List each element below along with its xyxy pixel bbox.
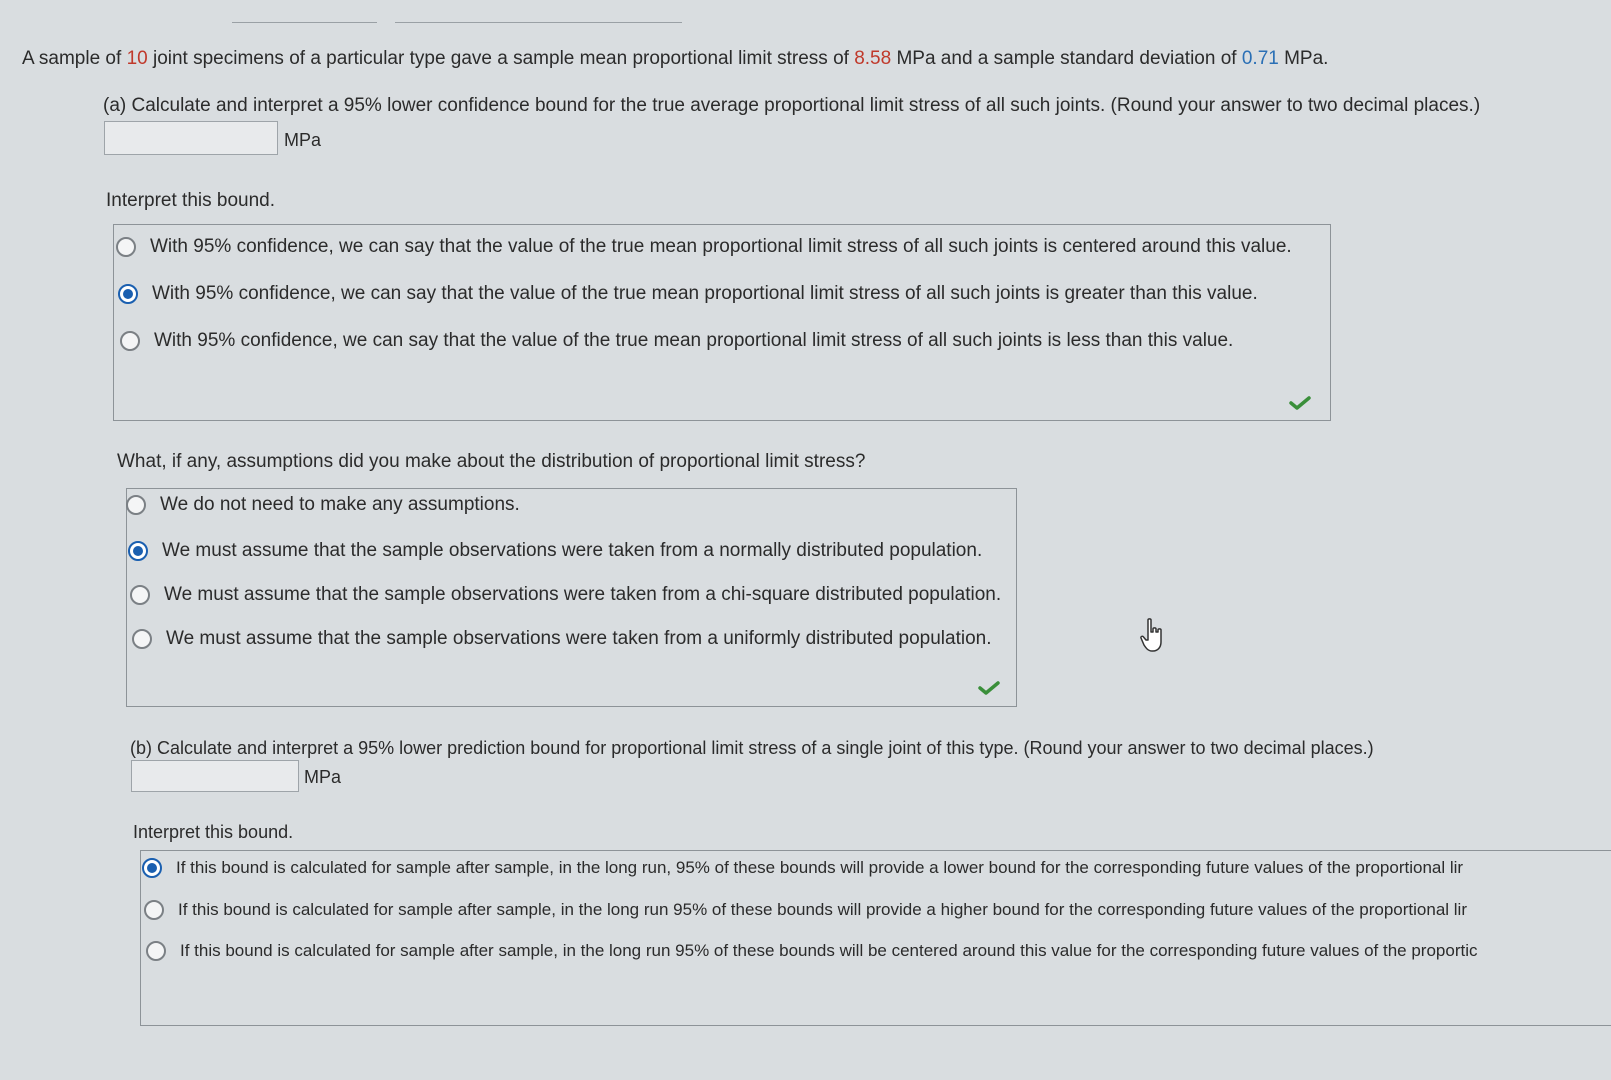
- radio-button-selected[interactable]: [128, 541, 148, 561]
- option-label: We must assume that the sample observations were taken from a chi-square distributed population.: [164, 584, 1002, 605]
- radio-button-selected[interactable]: [142, 858, 162, 878]
- pointer-cursor-icon: [1140, 618, 1164, 654]
- problem-statement: [22, 48, 1328, 70]
- part-b-answer-input[interactable]: [131, 760, 299, 792]
- radio-button[interactable]: [126, 495, 146, 515]
- radio-button[interactable]: [116, 237, 136, 257]
- option-label: We do not need to make any assumptions.: [160, 494, 520, 515]
- part-a-assumption-label: What, if any, assumptions did you make about the distribution of proportional limit stress?: [117, 451, 866, 472]
- part-a-unit: MPa: [284, 130, 322, 150]
- part-a-assumption-option-4[interactable]: [132, 628, 992, 650]
- part-a-assumption-option-2[interactable]: [128, 540, 982, 562]
- part-a-interpret-option-1[interactable]: [116, 236, 1292, 258]
- option-label: With 95% confidence, we can say that the value of the true mean proportional limit stress of all such joints is less than this value.: [154, 330, 1234, 351]
- part-a-question: (a) Calculate and interpret a 95% lower confidence bound for the true average proportional limit stress of all such joints. (Round your answer to two decimal places.): [103, 95, 1481, 116]
- option-label: If this bound is calculated for sample after sample, in the long run, 95% of these bounds will provide a lower bound for the corresponding future values of the proportional lir: [176, 858, 1464, 877]
- part-a-interpret-option-3[interactable]: [120, 330, 1233, 352]
- part-a-assumption-option-3[interactable]: [130, 584, 1001, 606]
- option-label: If this bound is calculated for sample after sample, in the long run 95% of these bounds will be centered around this value for the corresponding future values of the proportic: [180, 941, 1478, 960]
- part-b-interpret-option-1[interactable]: [142, 858, 1463, 878]
- part-b-interpret-option-2[interactable]: [144, 900, 1467, 920]
- radio-button[interactable]: [120, 331, 140, 351]
- sample-sd: 0.71: [1241, 48, 1279, 69]
- radio-button[interactable]: [146, 941, 166, 961]
- radio-button[interactable]: [132, 629, 152, 649]
- option-label: With 95% confidence, we can say that the value of the true mean proportional limit stress of all such joints is greater than this value.: [152, 283, 1258, 304]
- radio-button-selected[interactable]: [118, 284, 138, 304]
- sample-size: 10: [126, 48, 148, 69]
- checkmark-icon: [978, 681, 1000, 695]
- radio-button[interactable]: [130, 585, 150, 605]
- checkmark-icon: [1289, 396, 1311, 410]
- part-a-interpret-label: Interpret this bound.: [106, 190, 275, 211]
- problem-mid2: MPa and a sample standard deviation of: [891, 48, 1242, 69]
- top-divider-right: [395, 22, 682, 23]
- part-a-answer-input[interactable]: [104, 121, 278, 155]
- problem-suffix: MPa.: [1278, 48, 1329, 69]
- radio-button[interactable]: [144, 900, 164, 920]
- option-label: If this bound is calculated for sample after sample, in the long run 95% of these bounds will provide a higher bound for the corresponding future values of the proportional lir: [178, 900, 1467, 919]
- part-a-assumption-option-1[interactable]: [126, 494, 520, 516]
- top-divider-left: [232, 22, 377, 23]
- part-b-unit: MPa: [304, 767, 342, 787]
- option-label: We must assume that the sample observations were taken from a uniformly distributed population.: [166, 628, 992, 649]
- part-b-interpret-label: Interpret this bound.: [133, 822, 294, 842]
- option-label: We must assume that the sample observations were taken from a normally distributed population.: [162, 540, 983, 561]
- problem-mid1: joint specimens of a particular type gave a sample mean proportional limit stress of: [147, 48, 855, 69]
- option-label: With 95% confidence, we can say that the value of the true mean proportional limit stress of all such joints is centered around this value.: [150, 236, 1292, 257]
- part-a-interpret-option-2[interactable]: [118, 283, 1258, 305]
- problem-prefix: A sample of: [22, 48, 127, 69]
- part-b-question: (b) Calculate and interpret a 95% lower prediction bound for proportional limit stress of a single joint of this type. (Round your answer to two decimal places.): [130, 738, 1374, 758]
- sample-mean: 8.58: [854, 48, 892, 69]
- part-b-interpret-option-3[interactable]: [146, 941, 1478, 961]
